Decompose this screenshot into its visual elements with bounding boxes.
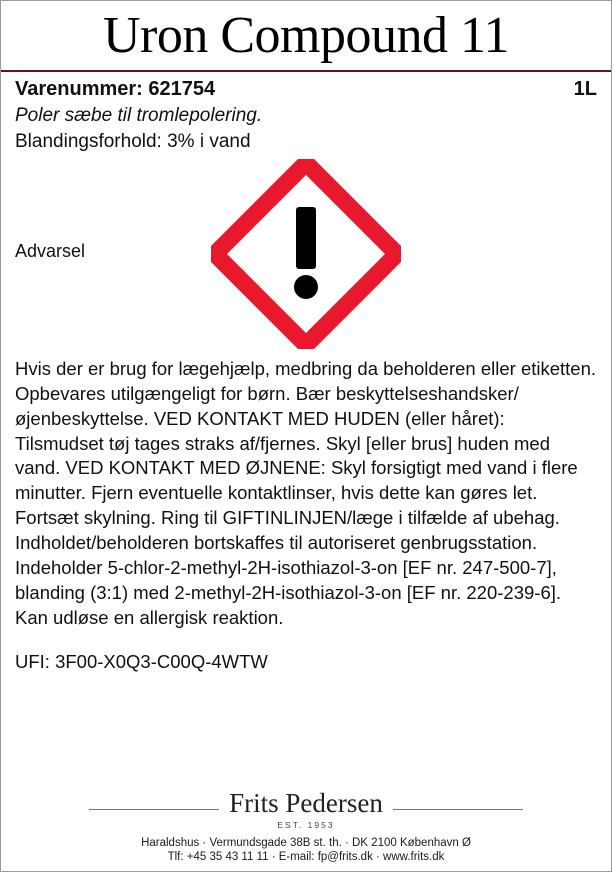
company-logo bbox=[15, 788, 597, 830]
product-info-row bbox=[15, 78, 597, 101]
logo-text-block bbox=[229, 788, 383, 830]
signal-word: Advarsel bbox=[15, 240, 86, 261]
company-address: Haraldshus · Vermundsgade 38B st. th. · DK 2100 København Ø bbox=[141, 837, 471, 849]
mixing-ratio: Blandingsforhold: 3% i vand bbox=[15, 130, 251, 152]
logo-line-left bbox=[89, 809, 219, 810]
product-number: Varenummer: 621754 bbox=[15, 77, 216, 100]
pictogram-area bbox=[1, 159, 611, 357]
page-title: Uron Compound 11 bbox=[102, 7, 510, 64]
hazard-statement-contains: Indeholder 5-chlor-2-methyl-2H-isothiazol-3-on [EF nr. 247-500-7], blanding (3:1) med 2-methyl-2H-isothiazol-3-on [EF nr. 220-239-6]. Kan udløse en allergisk reaktion. bbox=[15, 557, 562, 629]
product-info bbox=[1, 72, 611, 153]
product-subtitle: Poler sæbe til tromlepolering. bbox=[15, 104, 263, 126]
ufi-code: UFI: 3F00-X0Q3-C00Q-4WTW bbox=[15, 651, 268, 673]
footer bbox=[1, 788, 611, 871]
product-volume: 1L bbox=[573, 77, 597, 100]
title-block bbox=[1, 1, 611, 68]
company-established: EST. 1953 bbox=[277, 820, 335, 830]
ghs07-exclamation-mark-icon bbox=[211, 159, 401, 349]
company-name: Frits Pedersen bbox=[229, 788, 383, 818]
hazard-statements bbox=[1, 357, 611, 632]
company-contact: Tlf: +45 35 43 11 11 · E-mail: fp@frits.dk · www.frits.dk bbox=[167, 851, 445, 863]
hazard-statement-precautionary: Hvis der er brug for lægehjælp, medbring da beholderen eller etiketten. Opbevares utilgængeligt for børn. Bær beskyttelseshandsker/øjenbeskyttelse. VED KONTAKT MED HUDEN (eller håret): Tilsmudset tøj tages straks af/fjernes. Skyl [eller brus] huden med vand. VED KONTAKT MED ØJNENE: Skyl forsigtigt med vand i flere minutter. Fjern eventuelle kontaktlinser, hvis dette kan gøres let. Fortsæt skylning. Ring til GIFTINLINJEN/læge i tilfælde af ubehag. Indholdet/beholderen bortskaffes til autoriseret genbrugsstation. bbox=[15, 357, 597, 554]
logo-line-right bbox=[393, 809, 523, 810]
